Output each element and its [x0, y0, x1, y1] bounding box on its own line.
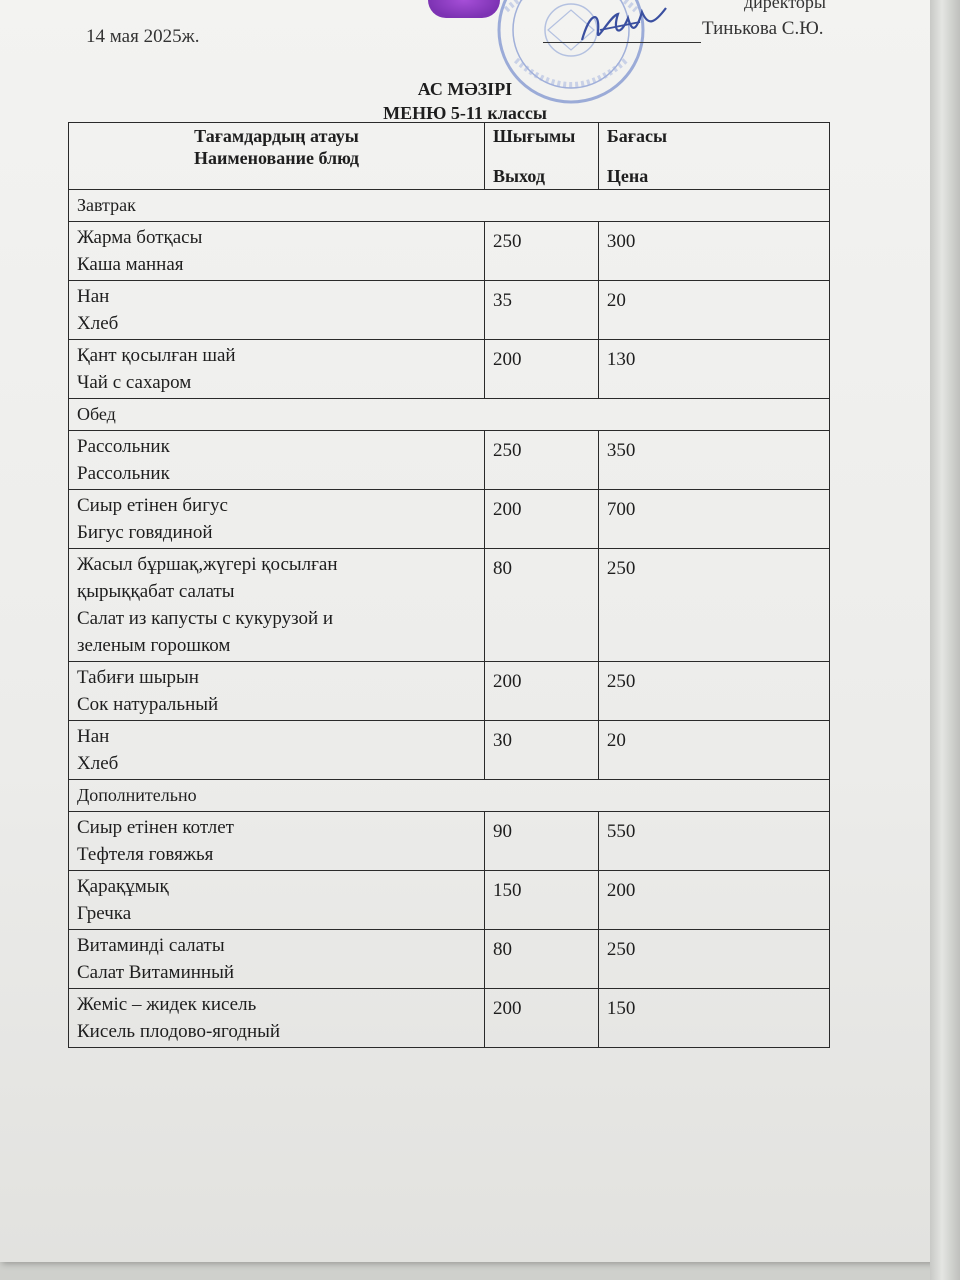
dish-name-line: Сиыр етінен котлет [77, 817, 234, 838]
dish-name-line: Хлеб [77, 313, 119, 334]
menu-body [69, 190, 830, 1048]
dish-price-cell: 550 [598, 812, 829, 871]
dish-output-cell: 200 [484, 989, 598, 1048]
dish-price-cell: 20 [598, 281, 829, 340]
dish-name-line: Витаминді салаты [77, 935, 225, 956]
dish-name-line: Каша манная [77, 254, 184, 275]
section-title: Дополнительно [69, 780, 830, 812]
dish-name-line: Нан [77, 726, 110, 747]
dish-name-line: Қарақұмық [77, 876, 169, 897]
dish-name-line: Чай с сахаром [77, 372, 192, 393]
dish-name-line: Салат из капусты с кукурузой и [77, 608, 334, 629]
header-dish-name [69, 123, 485, 190]
dish-output-cell: 250 [484, 431, 598, 490]
director-role: директоры [744, 0, 827, 12]
table-row [69, 490, 830, 549]
table-row [69, 871, 830, 930]
dish-output-cell: 80 [484, 549, 598, 662]
dish-name-line: Нан [77, 286, 110, 307]
dish-output-cell: 30 [484, 721, 598, 780]
dish-name-line: Жарма ботқасы [77, 227, 203, 248]
dish-output-cell: 200 [484, 490, 598, 549]
header-price-ru: Цена [606, 166, 649, 186]
menu-title-kz: АС МӘЗІРІ [417, 79, 513, 99]
plastic-sleeve-edge [930, 0, 960, 1280]
signature-line [543, 42, 701, 43]
section-row [69, 780, 830, 812]
header-price-kz: Бағасы [606, 126, 668, 146]
dish-name-cell [69, 989, 485, 1048]
dish-name-cell [69, 222, 485, 281]
dish-price-cell: 700 [598, 490, 829, 549]
dish-output-cell: 250 [484, 222, 598, 281]
dish-name-line: Тефтеля говяжья [77, 844, 214, 865]
dish-name-line: қырыққабат салаты [77, 581, 235, 602]
dish-name-cell [69, 721, 485, 780]
dish-name-line: Хлеб [77, 753, 119, 774]
dish-name-cell [69, 662, 485, 721]
dish-name-line: Қант қосылған шай [77, 345, 236, 366]
table-row [69, 281, 830, 340]
dish-price-cell: 200 [598, 871, 829, 930]
header-dish-name-kz: Тағамдардың атауы [194, 126, 359, 146]
menu-table [68, 122, 830, 1048]
section-row [69, 399, 830, 431]
table-row [69, 549, 830, 662]
dish-name-cell [69, 340, 485, 399]
director-name: Тинькова С.Ю. [702, 18, 824, 39]
table-row [69, 989, 830, 1048]
dish-output-cell: 90 [484, 812, 598, 871]
table-row [69, 340, 830, 399]
document-date: 14 мая 2025ж. [86, 26, 200, 47]
header-output [484, 123, 598, 190]
dish-price-cell: 300 [598, 222, 829, 281]
dish-price-cell: 250 [598, 662, 829, 721]
table-row [69, 930, 830, 989]
dish-price-cell: 20 [598, 721, 829, 780]
dish-price-cell: 130 [598, 340, 829, 399]
table-header-row [69, 123, 830, 190]
dish-price-cell: 250 [598, 930, 829, 989]
header-output-kz: Шығымы [492, 126, 576, 146]
section-title: Завтрак [69, 190, 830, 222]
table-row [69, 721, 830, 780]
director-signature [570, 2, 670, 52]
dish-price-cell: 350 [598, 431, 829, 490]
dish-output-cell: 200 [484, 662, 598, 721]
dish-name-cell [69, 871, 485, 930]
dish-name-line: Рассольник [77, 463, 170, 484]
dish-name-cell [69, 281, 485, 340]
dish-name-line: Сок натуральный [77, 694, 219, 715]
header-output-ru: Выход [492, 166, 545, 186]
dish-name-cell [69, 431, 485, 490]
dish-name-line: Жеміс – жидек кисель [77, 994, 257, 1015]
header-dish-name-ru: Наименование блюд [193, 148, 359, 168]
dish-price-cell: 150 [598, 989, 829, 1048]
table-row [69, 431, 830, 490]
dish-price-cell: 250 [598, 549, 829, 662]
dish-name-cell [69, 549, 485, 662]
section-title: Обед [69, 399, 830, 431]
dish-name-line: зеленым горошком [77, 635, 231, 656]
dish-name-cell [69, 490, 485, 549]
table-row [69, 222, 830, 281]
dish-name-line: Табиғи шырын [77, 667, 199, 688]
table-row [69, 812, 830, 871]
dish-output-cell: 200 [484, 340, 598, 399]
dish-output-cell: 150 [484, 871, 598, 930]
table-row [69, 662, 830, 721]
dish-name-line: Гречка [77, 903, 132, 924]
dish-name-cell [69, 812, 485, 871]
dish-name-line: Кисель плодово-ягодный [77, 1021, 281, 1042]
header-price [598, 123, 829, 190]
dish-output-cell: 80 [484, 930, 598, 989]
dish-name-line: Бигус говядиной [77, 522, 213, 543]
menu-title-ru: МЕНЮ 5-11 классы [383, 103, 547, 123]
dish-output-cell: 35 [484, 281, 598, 340]
dish-name-cell [69, 930, 485, 989]
dish-name-line: Рассольник [77, 436, 170, 457]
dish-name-line: Жасыл бұршақ,жүгері қосылған [77, 554, 338, 575]
section-row [69, 190, 830, 222]
dish-name-line: Салат Витаминный [77, 962, 235, 983]
dish-name-line: Сиыр етінен бигус [77, 495, 228, 516]
